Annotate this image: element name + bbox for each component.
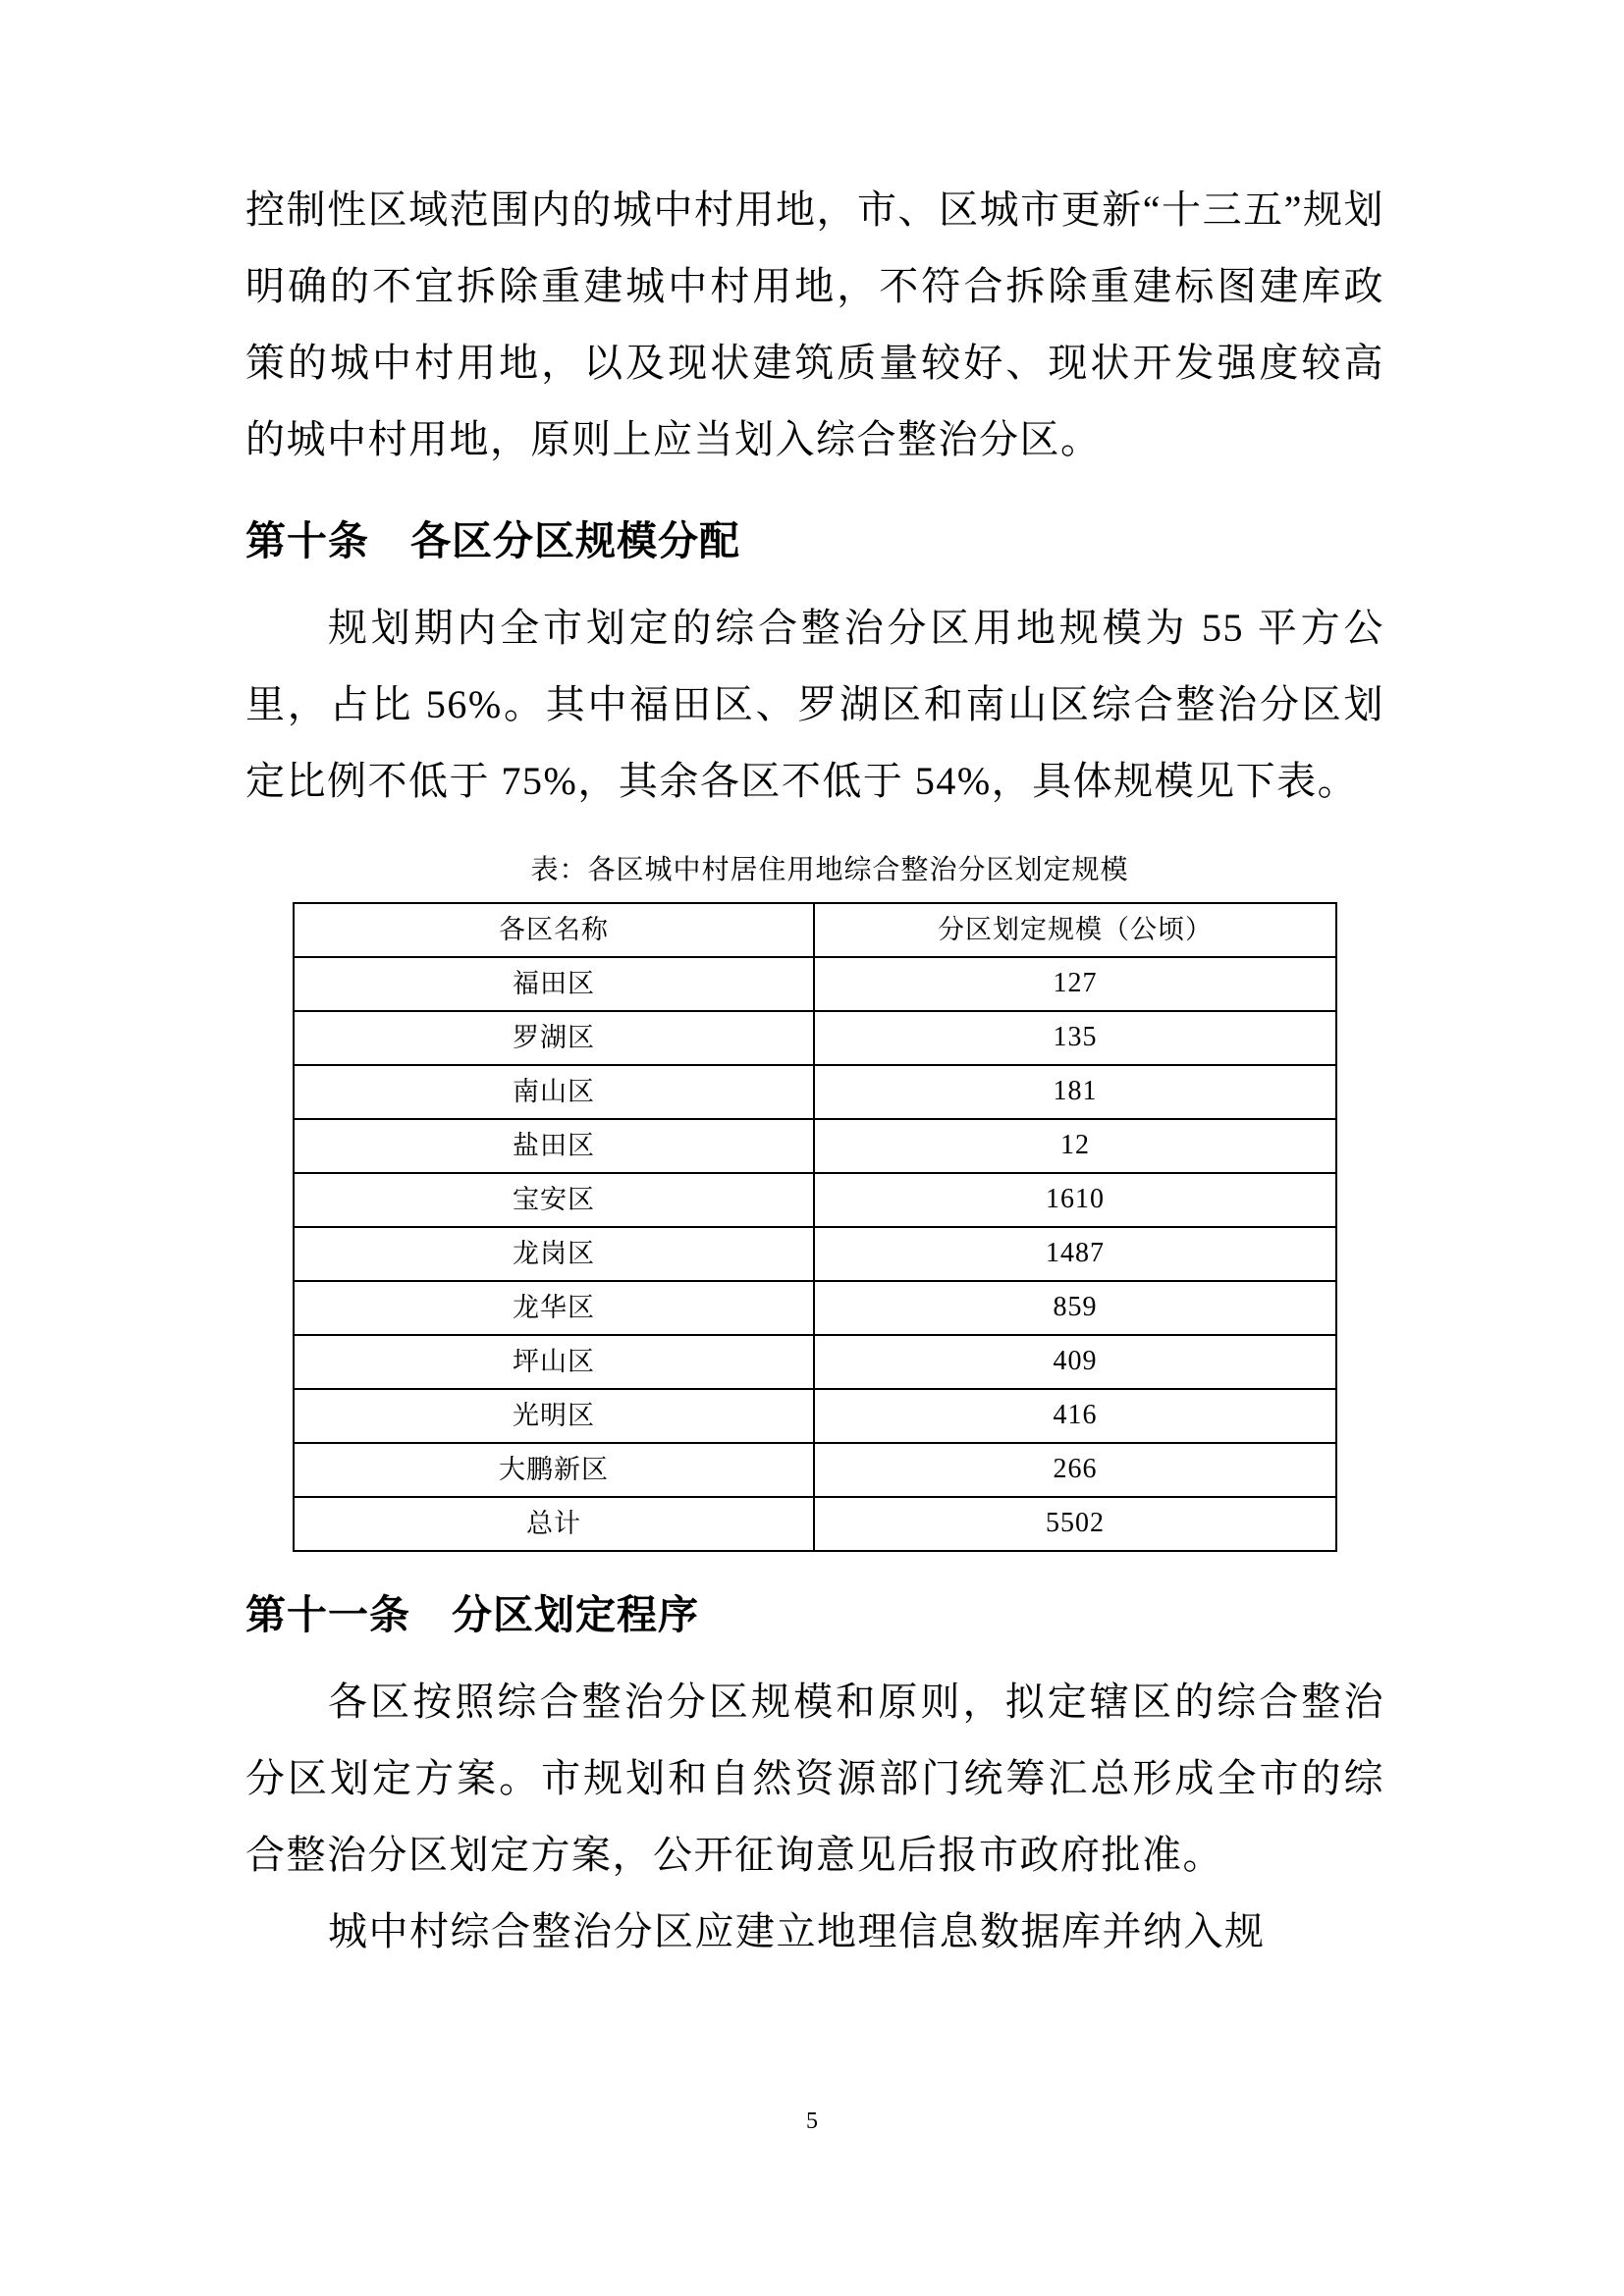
cell-scale: 181 bbox=[814, 1065, 1336, 1119]
table-row bbox=[294, 957, 1336, 1011]
table-block bbox=[245, 849, 1384, 1552]
district-scale-table bbox=[293, 902, 1337, 1552]
paragraph-article-11-body-1: 各区按照综合整治分区规模和原则，拟定辖区的综合整治分区划定方案。市规划和自然资源部门统筹汇总形成全市的综合整治分区划定方案，公开征询意见后报市政府批准。 bbox=[245, 1680, 1384, 1877]
table-row bbox=[294, 1443, 1336, 1497]
table-row bbox=[294, 1065, 1336, 1119]
table-row bbox=[294, 1335, 1336, 1389]
cell-district: 龙岗区 bbox=[294, 1227, 814, 1281]
table-header-district: 各区名称 bbox=[294, 903, 814, 957]
cell-district: 光明区 bbox=[294, 1389, 814, 1443]
table-row bbox=[294, 1011, 1336, 1065]
page-number: 5 bbox=[806, 2109, 818, 2134]
paragraph-article-11-body-2: 城中村综合整治分区应建立地理信息数据库并纳入规 bbox=[328, 1909, 1266, 1953]
heading-article-11-title: 分区划定程序 bbox=[452, 1592, 699, 1637]
cell-district: 福田区 bbox=[294, 957, 814, 1011]
page-content bbox=[245, 172, 1384, 1970]
heading-article-10-number: 第十条 bbox=[245, 518, 369, 563]
cell-district: 罗湖区 bbox=[294, 1011, 814, 1065]
cell-scale: 859 bbox=[814, 1281, 1336, 1335]
cell-scale: 135 bbox=[814, 1011, 1336, 1065]
cell-scale: 416 bbox=[814, 1389, 1336, 1443]
cell-scale: 127 bbox=[814, 957, 1336, 1011]
heading-article-11-number: 第十一条 bbox=[245, 1592, 410, 1637]
table-row bbox=[294, 1119, 1336, 1173]
cell-scale: 1610 bbox=[814, 1173, 1336, 1227]
cell-district: 总计 bbox=[294, 1497, 814, 1551]
heading-article-10-title: 各区分区规模分配 bbox=[410, 518, 740, 563]
heading-article-10 bbox=[245, 504, 1384, 578]
table-row-total bbox=[294, 1497, 1336, 1551]
cell-district: 盐田区 bbox=[294, 1119, 814, 1173]
cell-district: 大鹏新区 bbox=[294, 1443, 814, 1497]
table-row bbox=[294, 1173, 1336, 1227]
cell-district: 宝安区 bbox=[294, 1173, 814, 1227]
cell-scale: 1487 bbox=[814, 1227, 1336, 1281]
cell-scale: 409 bbox=[814, 1335, 1336, 1389]
heading-article-11 bbox=[245, 1577, 1384, 1652]
paragraph-intro: 控制性区域范围内的城中村用地，市、区城市更新“十三五”规划明确的不宜拆除重建城中村用地，不符合拆除重建标图建库政策的城中村用地，以及现状建筑质量较好、现状开发强度较高的城中村用地，原则上应当划入综合整治分区。 bbox=[245, 187, 1384, 461]
cell-scale: 12 bbox=[814, 1119, 1336, 1173]
cell-district: 南山区 bbox=[294, 1065, 814, 1119]
table-row bbox=[294, 1227, 1336, 1281]
cell-scale: 266 bbox=[814, 1443, 1336, 1497]
paragraph-article-10-body: 规划期内全市划定的综合整治分区用地规模为 55 平方公里，占比 56%。其中福田区、罗湖区和南山区综合整治分区划定比例不低于 75%，其余各区不低于 54%，具体规模见下表。 bbox=[245, 606, 1384, 803]
cell-district: 坪山区 bbox=[294, 1335, 814, 1389]
table-header-row bbox=[294, 903, 1336, 957]
table-caption: 表：各区城中村居住用地综合整治分区划定规模 bbox=[530, 855, 1129, 885]
table-row bbox=[294, 1389, 1336, 1443]
cell-scale: 5502 bbox=[814, 1497, 1336, 1551]
table-header-scale: 分区划定规模（公顷） bbox=[814, 903, 1336, 957]
table-row bbox=[294, 1281, 1336, 1335]
cell-district: 龙华区 bbox=[294, 1281, 814, 1335]
